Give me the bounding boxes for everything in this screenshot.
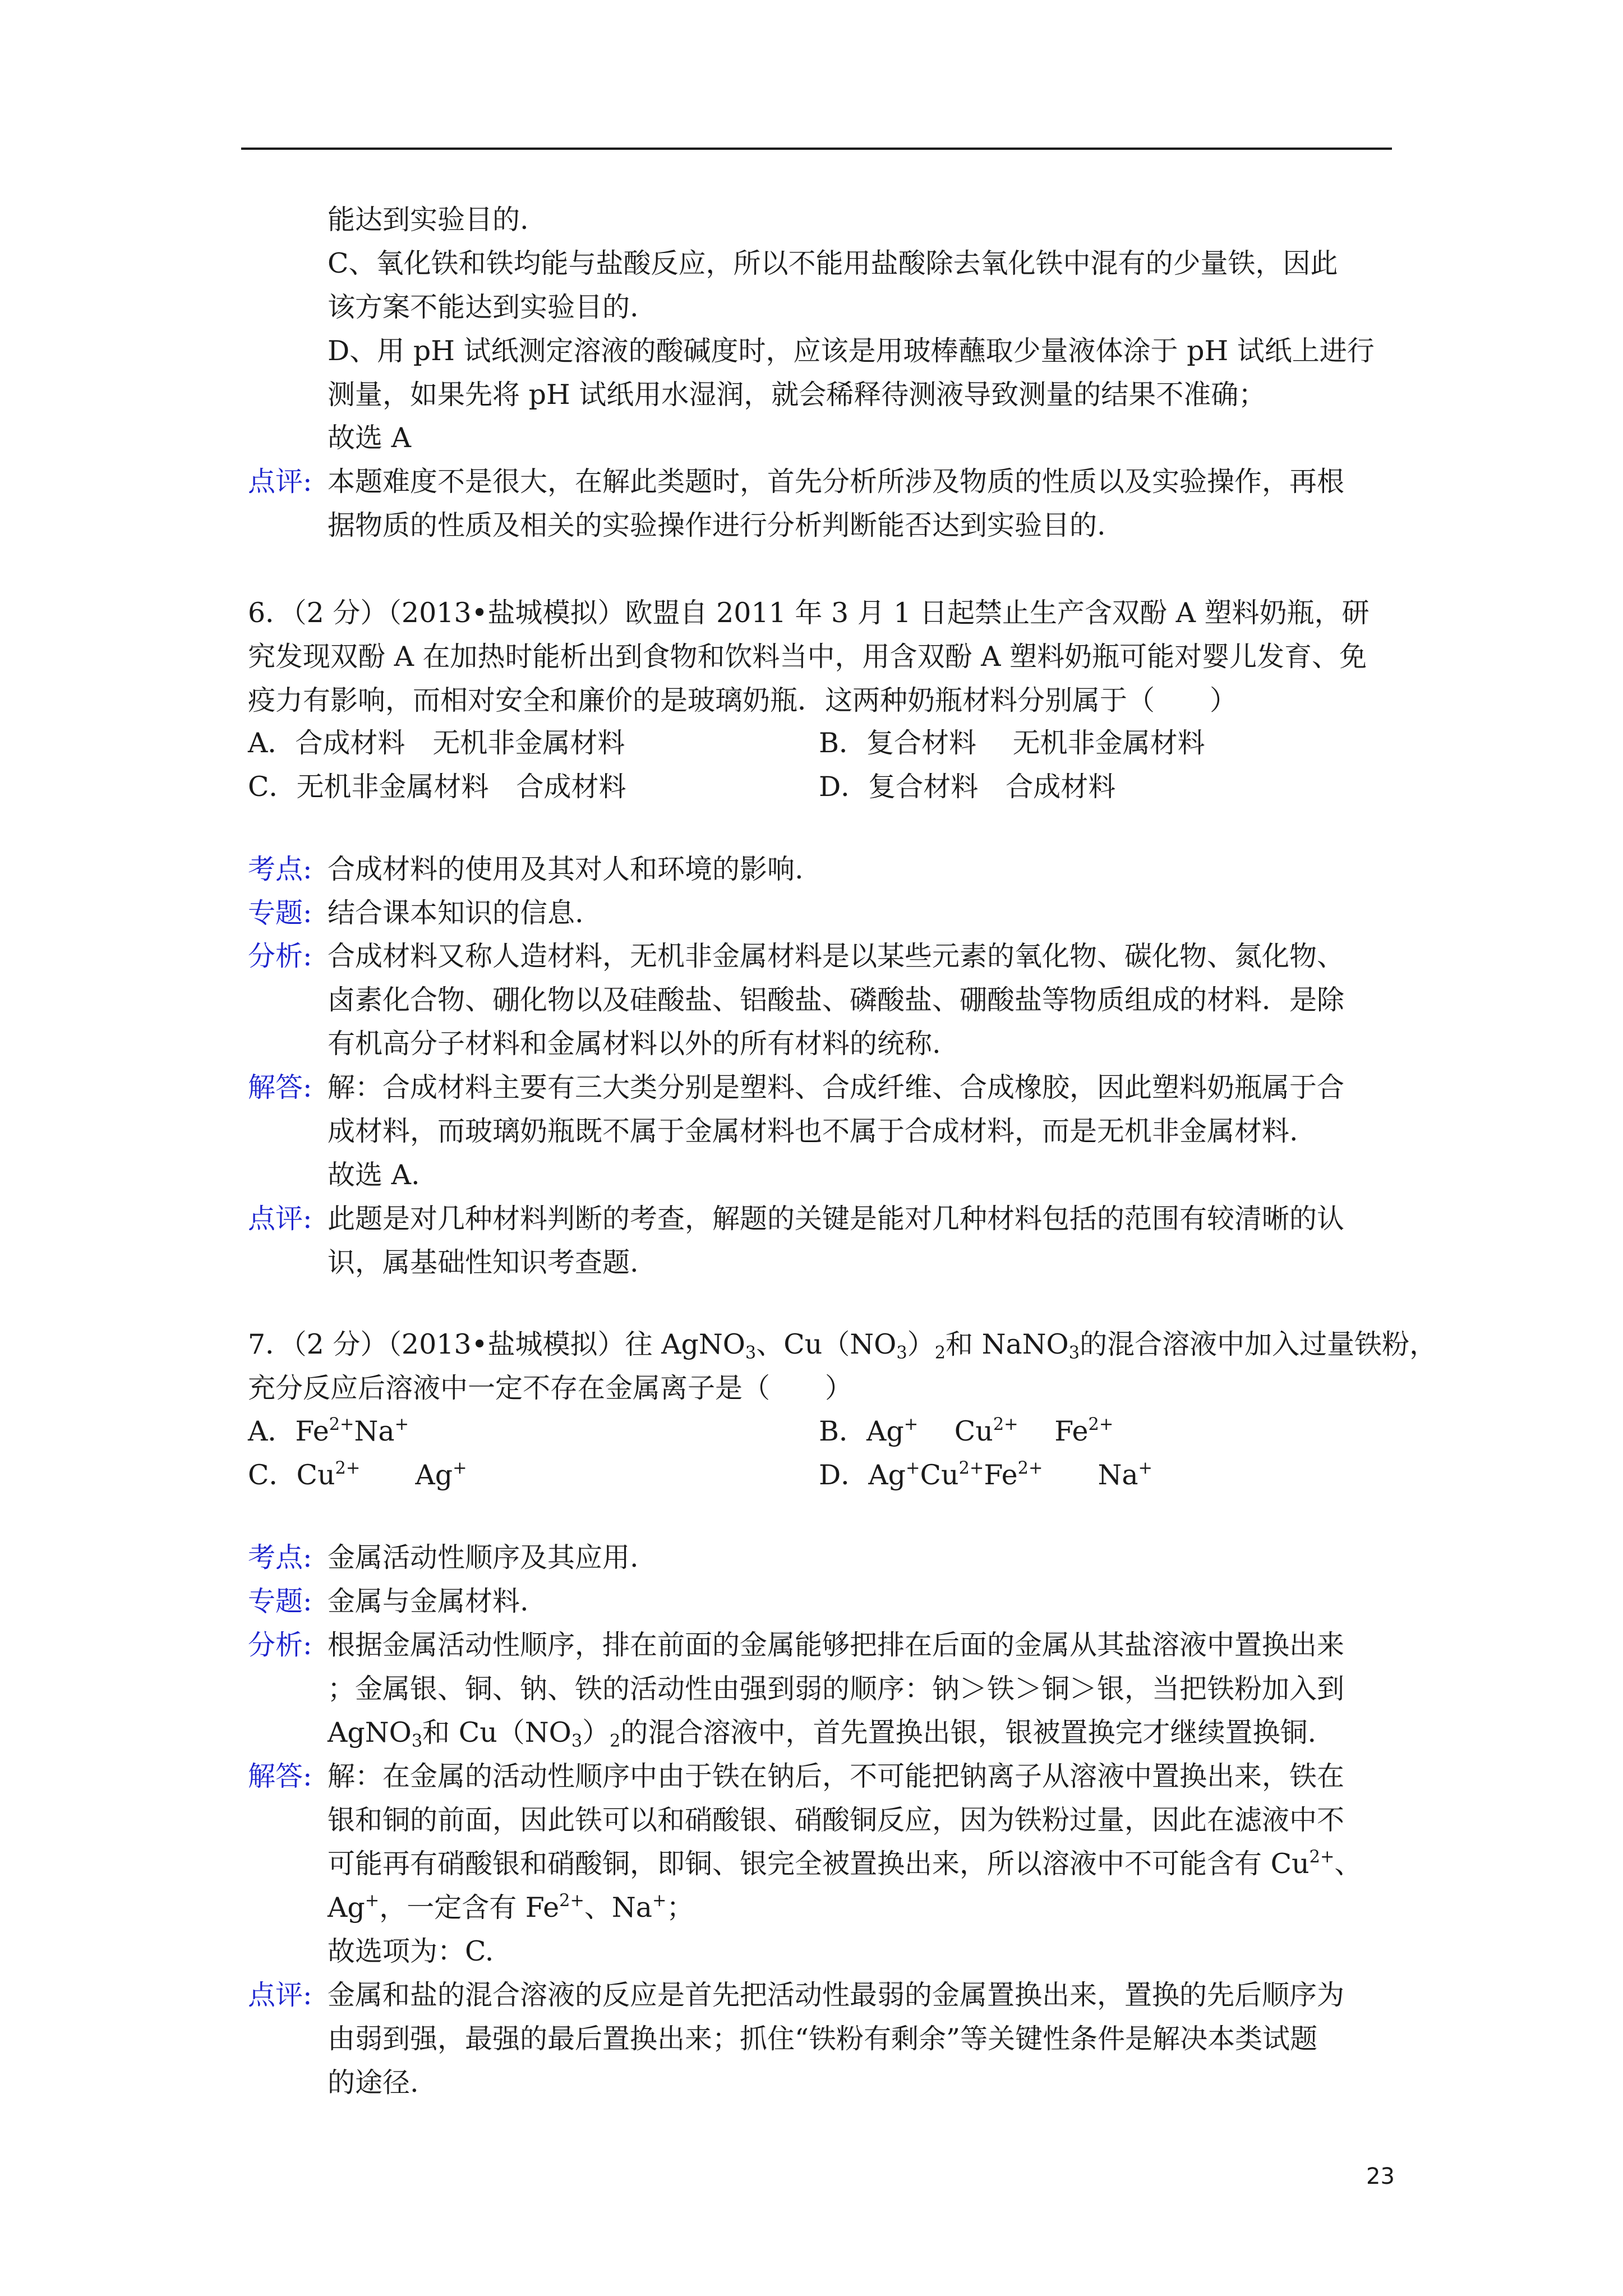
kaodian-label: 考点: xyxy=(248,853,312,885)
q6-option-a: A．合成材料 无机非金属材料 xyxy=(248,727,625,759)
text-line: 故选 A xyxy=(328,422,411,454)
jieda-line: 可能再有硝酸银和硝酸铜，即铜、银完全被置换出来，所以溶液中不可能含有 $Cu^{2+}$、 xyxy=(328,1847,1362,1880)
fenxi-line: 根据金属活动性顺序，排在前面的金属能够把排在后面的金属从其盐溶液中置换出来 xyxy=(328,1629,1345,1661)
zhuanti-text: 结合课本知识的信息. xyxy=(328,897,584,929)
kaodian-label: 考点: xyxy=(248,1542,312,1573)
text-line: C、氧化铁和铁均能与盐酸反应，所以不能用盐酸除去氧化铁中混有的少量铁，因此 xyxy=(328,247,1338,279)
fenxi-line: 有机高分子材料和金属材料以外的所有材料的统称. xyxy=(328,1028,941,1060)
q7-option-a: A．$Fe^{2+}Na^+$ xyxy=(248,1415,409,1447)
fenxi-line: 合成材料又称人造材料，无机非金属材料是以某些元素的氧化物、碳化物、氮化物、 xyxy=(328,940,1345,972)
jieda-line: 成材料，而玻璃奶瓶既不属于金属材料也不属于合成材料，而是无机非金属材料. xyxy=(328,1115,1298,1147)
q7-stem: 充分反应后溶液中一定不存在金属离子是（ ） xyxy=(248,1372,853,1404)
jieda-line: Ag+，一定含有 $Fe^{2+}$、Na+； xyxy=(328,1891,694,1924)
jieda-label: 解答: xyxy=(248,1760,312,1792)
text-line: D、用 pH 试纸测定溶液的酸碱度时，应该是用玻棒蘸取少量液体涂于 pH 试纸上进行 xyxy=(328,335,1375,367)
text-line: 能达到实验目的. xyxy=(328,204,529,236)
header-rule xyxy=(241,148,1392,150)
q7-option-c: C．$Cu^{2+}$ Ag+ xyxy=(248,1458,467,1491)
q6-stem: 疫力有影响，而相对安全和廉价的是玻璃奶瓶．这两种奶瓶材料分别属于（ ） xyxy=(248,684,1238,716)
jieda-line: 解：合成材料主要有三大类分别是塑料、合成纤维、合成橡胶，因此塑料奶瓶属于合 xyxy=(328,1071,1345,1103)
fenxi-line: ；金属银、铜、钠、铁的活动性由强到弱的顺序：钠＞铁＞铜＞银，当把铁粉加入到 xyxy=(328,1673,1345,1705)
q6-option-d: D．复合材料 合成材料 xyxy=(819,771,1116,803)
q6-option-c: C．无机非金属材料 合成材料 xyxy=(248,771,626,803)
jieda-line: 解：在金属的活动性顺序中由于铁在钠后，不可能把钠离子从溶液中置换出来，铁在 xyxy=(328,1760,1345,1792)
comment-line: 本题难度不是很大，在解此类题时，首先分析所涉及物质的性质以及实验操作，再根 xyxy=(328,466,1345,498)
jieda-line: 故选项为：C. xyxy=(328,1935,494,1967)
q7-stem: 7．（2 分）（2013•盐城模拟）往 AgNO$_3$、$Cu(NO_3)_2$和 NaNO$_3$的混合溶液中加入过量铁粉， xyxy=(248,1328,1437,1363)
jieda-line: 银和铜的前面，因此铁可以和硝酸银、硝酸铜反应，因为铁粉过量，因此在滤液中不 xyxy=(328,1804,1345,1836)
q6-option-b: B．复合材料 无机非金属材料 xyxy=(819,727,1205,759)
page-number: 23 xyxy=(1366,2164,1395,2189)
zhuanti-label: 专题: xyxy=(248,1585,312,1617)
q6-stem: 究发现双酚 A 在加热时能析出到食物和饮料当中，用含双酚 A 塑料奶瓶可能对婴儿发育、免 xyxy=(248,641,1367,673)
dianping-line: 的途径. xyxy=(328,2067,419,2099)
kaodian-text: 合成材料的使用及其对人和环境的影响. xyxy=(328,853,804,885)
comment-line: 据物质的性质及相关的实验操作进行分析判断能否达到实验目的. xyxy=(328,509,1106,541)
dianping-line: 此题是对几种材料判断的考查，解题的关键是能对几种材料包括的范围有较清晰的认 xyxy=(328,1203,1345,1235)
q7-option-d: D．$Ag^+Cu^{2+}Fe^{2+}$ Na+ xyxy=(819,1458,1152,1491)
jieda-line: 故选 A. xyxy=(328,1159,420,1191)
fenxi-label: 分析: xyxy=(248,940,312,972)
dianping-label: 点评: xyxy=(248,1203,312,1235)
comment-label: 点评: xyxy=(248,466,312,498)
dianping-line: 识，属基础性知识考查题. xyxy=(328,1246,639,1278)
dianping-label: 点评: xyxy=(248,1979,312,2011)
zhuanti-text: 金属与金属材料. xyxy=(328,1585,529,1617)
text-line: 测量，如果先将 pH 试纸用水湿润，就会稀释待测液导致测量的结果不准确； xyxy=(328,379,1266,411)
dianping-line: 由弱到强，最强的最后置换出来；抓住“铁粉有剩余”等关键性条件是解决本类试题 xyxy=(328,2023,1318,2055)
jieda-label: 解答: xyxy=(248,1071,312,1103)
fenxi-line: 卤素化合物、硼化物以及硅酸盐、铝酸盐、磷酸盐、硼酸盐等物质组成的材料．是除 xyxy=(328,984,1345,1016)
q6-stem: 6．（2 分）（2013•盐城模拟）欧盟自 2011 年 3 月 1 日起禁止生产含双酚 A 塑料奶瓶，研 xyxy=(248,597,1370,629)
kaodian-text: 金属活动性顺序及其应用. xyxy=(328,1542,639,1573)
fenxi-label: 分析: xyxy=(248,1629,312,1661)
q7-option-b: B．Ag+ $Cu^{2+}$ $Fe^{2+}$ xyxy=(819,1415,1114,1447)
dianping-line: 金属和盐的混合溶液的反应是首先把活动性最弱的金属置换出来，置换的先后顺序为 xyxy=(328,1979,1345,2011)
fenxi-line: AgNO$_3$和 $Cu(NO_3)_2$的混合溶液中，首先置换出银，银被置换完才继续置换铜. xyxy=(328,1717,1317,1751)
text-line: 该方案不能达到实验目的. xyxy=(328,291,639,323)
zhuanti-label: 专题: xyxy=(248,897,312,929)
